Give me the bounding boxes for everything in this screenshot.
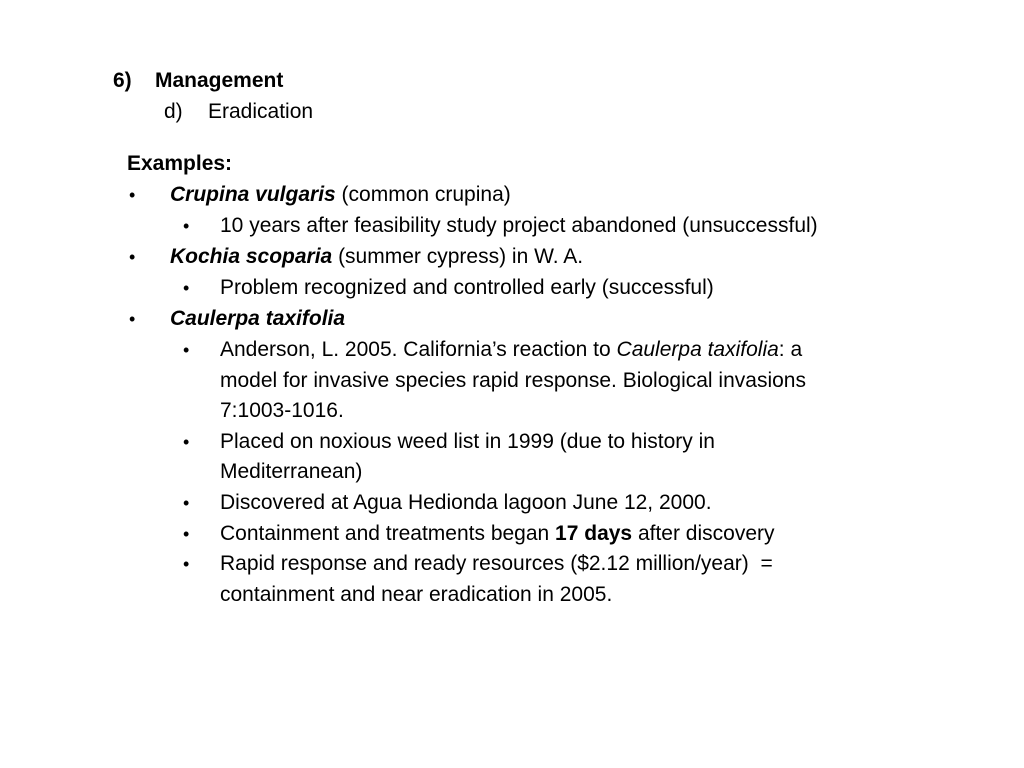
emphasis-text: 17 days — [555, 522, 633, 545]
subsection-letter: d) — [164, 100, 183, 123]
sub-item-text: Problem recognized and controlled early (successful) — [220, 276, 714, 299]
sub-bullet: • — [183, 432, 190, 452]
sub-item-text: Containment and treatments began — [220, 522, 556, 545]
sub-item-text: 10 years after feasibility study project abandoned (unsuccessful) — [220, 214, 818, 237]
bullet: • — [129, 247, 136, 267]
bullet: • — [129, 185, 136, 205]
reference-text: : a — [778, 338, 803, 361]
reference-species: Caulerpa taxifolia — [616, 338, 779, 361]
sub-item-text: Mediterranean) — [220, 460, 363, 483]
species-name: Crupina vulgaris — [170, 183, 336, 206]
sub-bullet: • — [183, 493, 190, 513]
reference-text: Anderson, L. 2005. California’s reaction to — [220, 338, 617, 361]
common-name: (summer cypress) in W. A. — [332, 245, 584, 268]
sub-item-text: Rapid response and ready resources ($2.12 million/year) = — [220, 552, 773, 575]
sub-bullet: • — [183, 340, 190, 360]
sub-bullet: • — [183, 554, 190, 574]
sub-item-text: containment and near eradication in 2005. — [220, 583, 613, 606]
sub-item-text: Discovered at Agua Hedionda lagoon June 12, 2000. — [220, 491, 712, 514]
sub-bullet: • — [183, 216, 190, 236]
species-name: Kochia scoparia — [170, 245, 333, 268]
sub-bullet: • — [183, 278, 190, 298]
sub-bullet: • — [183, 524, 190, 544]
reference-text: 7:1003-1016. — [220, 399, 344, 422]
subsection-title: Eradication — [208, 100, 314, 123]
sub-item-text: Placed on noxious weed list in 1999 (due to history in — [220, 430, 715, 453]
bullet: • — [129, 309, 136, 329]
species-name: Caulerpa taxifolia — [170, 307, 346, 330]
sub-item-text: after discovery — [632, 522, 775, 545]
section-title: Management — [155, 69, 284, 92]
section-number: 6) — [113, 69, 132, 92]
reference-text: model for invasive species rapid response. Biological invasions — [220, 369, 806, 392]
common-name: (common crupina) — [335, 183, 511, 206]
